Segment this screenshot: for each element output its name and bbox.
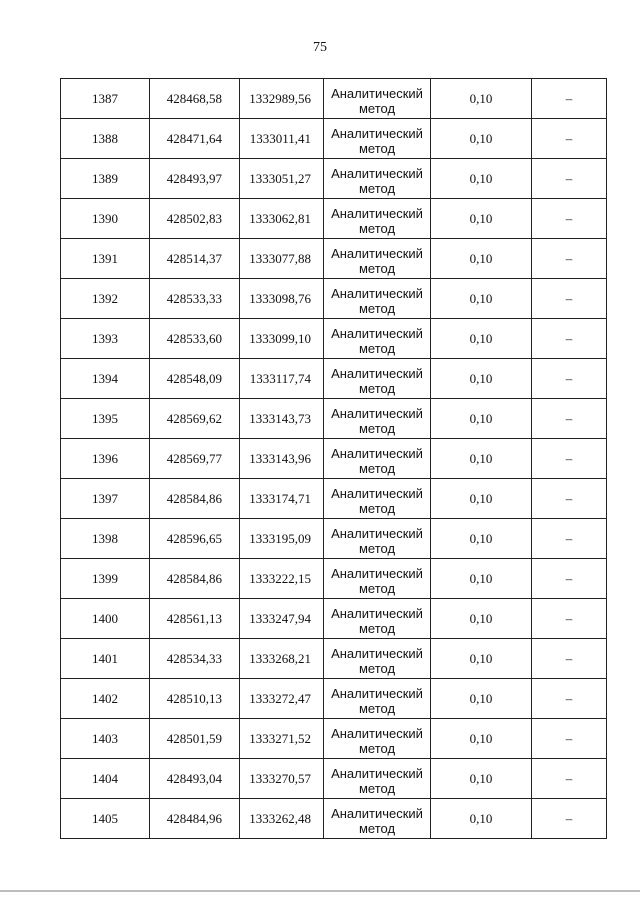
note-cell: – [532, 399, 607, 439]
method-cell [324, 159, 431, 199]
accuracy-cell: 0,10 [431, 239, 532, 279]
method-line-1: Аналитический [331, 245, 423, 261]
note-cell: – [532, 679, 607, 719]
table-row [61, 279, 607, 319]
x-coordinate-cell: 428514,37 [150, 239, 240, 279]
accuracy-cell: 0,10 [431, 359, 532, 399]
method-line-1: Аналитический [331, 485, 423, 501]
method-cell [324, 799, 431, 839]
scan-edge-line [0, 890, 640, 892]
method-line-2: метод [358, 300, 396, 316]
method-cell [324, 679, 431, 719]
method-cell [324, 279, 431, 319]
method-line-2: метод [358, 820, 396, 836]
method-cell [324, 319, 431, 359]
point-number-cell: 1397 [61, 479, 150, 519]
method-cell [324, 399, 431, 439]
method-line-2: метод [358, 140, 396, 156]
x-coordinate-cell: 428502,83 [150, 199, 240, 239]
table-row [61, 639, 607, 679]
table-row [61, 359, 607, 399]
method-cell [324, 439, 431, 479]
method-line-2: метод [358, 460, 396, 476]
accuracy-cell: 0,10 [431, 479, 532, 519]
y-coordinate-cell: 1333272,47 [240, 679, 324, 719]
method-line-2: метод [358, 540, 396, 556]
table-row [61, 159, 607, 199]
note-cell: – [532, 479, 607, 519]
method-line-1: Аналитический [331, 85, 423, 101]
method-cell [324, 559, 431, 599]
table-row [61, 559, 607, 599]
x-coordinate-cell: 428484,96 [150, 799, 240, 839]
point-number-cell: 1405 [61, 799, 150, 839]
table-row [61, 599, 607, 639]
method-line-2: метод [358, 380, 396, 396]
method-line-1: Аналитический [331, 805, 423, 821]
method-line-2: метод [358, 780, 396, 796]
method-cell [324, 519, 431, 559]
point-number-cell: 1387 [61, 79, 150, 119]
coordinates-table [60, 78, 607, 839]
table-row [61, 319, 607, 359]
y-coordinate-cell: 1333011,41 [240, 119, 324, 159]
x-coordinate-cell: 428471,64 [150, 119, 240, 159]
point-number-cell: 1394 [61, 359, 150, 399]
y-coordinate-cell: 1333143,73 [240, 399, 324, 439]
accuracy-cell: 0,10 [431, 679, 532, 719]
point-number-cell: 1404 [61, 759, 150, 799]
method-line-1: Аналитический [331, 605, 423, 621]
method-cell [324, 759, 431, 799]
note-cell: – [532, 239, 607, 279]
note-cell: – [532, 559, 607, 599]
method-line-2: метод [358, 340, 396, 356]
y-coordinate-cell: 1333195,09 [240, 519, 324, 559]
table-row [61, 759, 607, 799]
point-number-cell: 1396 [61, 439, 150, 479]
method-cell [324, 719, 431, 759]
method-line-1: Аналитический [331, 405, 423, 421]
note-cell: – [532, 359, 607, 399]
method-cell [324, 359, 431, 399]
point-number-cell: 1403 [61, 719, 150, 759]
note-cell: – [532, 159, 607, 199]
method-line-2: метод [358, 420, 396, 436]
table-row [61, 199, 607, 239]
y-coordinate-cell: 1333222,15 [240, 559, 324, 599]
method-line-2: метод [358, 100, 396, 116]
note-cell: – [532, 519, 607, 559]
method-line-2: метод [358, 500, 396, 516]
method-line-2: метод [358, 660, 396, 676]
method-line-1: Аналитический [331, 445, 423, 461]
page-number: 75 [313, 40, 327, 55]
accuracy-cell: 0,10 [431, 759, 532, 799]
method-line-2: метод [358, 260, 396, 276]
y-coordinate-cell: 1333262,48 [240, 799, 324, 839]
method-cell [324, 639, 431, 679]
table-row [61, 239, 607, 279]
x-coordinate-cell: 428468,58 [150, 79, 240, 119]
point-number-cell: 1388 [61, 119, 150, 159]
accuracy-cell: 0,10 [431, 119, 532, 159]
x-coordinate-cell: 428584,86 [150, 479, 240, 519]
y-coordinate-cell: 1333099,10 [240, 319, 324, 359]
table-row [61, 479, 607, 519]
point-number-cell: 1395 [61, 399, 150, 439]
accuracy-cell: 0,10 [431, 79, 532, 119]
coordinates-table-body [61, 79, 607, 839]
x-coordinate-cell: 428533,60 [150, 319, 240, 359]
accuracy-cell: 0,10 [431, 319, 532, 359]
table-row [61, 79, 607, 119]
x-coordinate-cell: 428501,59 [150, 719, 240, 759]
method-line-1: Аналитический [331, 365, 423, 381]
point-number-cell: 1402 [61, 679, 150, 719]
method-cell [324, 119, 431, 159]
y-coordinate-cell: 1333077,88 [240, 239, 324, 279]
x-coordinate-cell: 428510,13 [150, 679, 240, 719]
accuracy-cell: 0,10 [431, 159, 532, 199]
x-coordinate-cell: 428534,33 [150, 639, 240, 679]
y-coordinate-cell: 1333247,94 [240, 599, 324, 639]
point-number-cell: 1391 [61, 239, 150, 279]
method-line-1: Аналитический [331, 325, 423, 341]
method-cell [324, 479, 431, 519]
method-cell [324, 79, 431, 119]
accuracy-cell: 0,10 [431, 599, 532, 639]
y-coordinate-cell: 1333062,81 [240, 199, 324, 239]
method-line-1: Аналитический [331, 765, 423, 781]
y-coordinate-cell: 1332989,56 [240, 79, 324, 119]
accuracy-cell: 0,10 [431, 279, 532, 319]
point-number-cell: 1393 [61, 319, 150, 359]
note-cell: – [532, 639, 607, 679]
table-row [61, 719, 607, 759]
table-row [61, 679, 607, 719]
table-row [61, 439, 607, 479]
method-line-2: метод [358, 580, 396, 596]
accuracy-cell: 0,10 [431, 639, 532, 679]
y-coordinate-cell: 1333270,57 [240, 759, 324, 799]
x-coordinate-cell: 428596,65 [150, 519, 240, 559]
method-line-1: Аналитический [331, 725, 423, 741]
method-cell [324, 199, 431, 239]
method-line-1: Аналитический [331, 285, 423, 301]
method-cell [324, 239, 431, 279]
accuracy-cell: 0,10 [431, 719, 532, 759]
point-number-cell: 1400 [61, 599, 150, 639]
accuracy-cell: 0,10 [431, 199, 532, 239]
y-coordinate-cell: 1333174,71 [240, 479, 324, 519]
x-coordinate-cell: 428533,33 [150, 279, 240, 319]
accuracy-cell: 0,10 [431, 519, 532, 559]
note-cell: – [532, 319, 607, 359]
point-number-cell: 1392 [61, 279, 150, 319]
method-line-1: Аналитический [331, 205, 423, 221]
note-cell: – [532, 799, 607, 839]
table-row [61, 519, 607, 559]
note-cell: – [532, 279, 607, 319]
note-cell: – [532, 439, 607, 479]
method-line-1: Аналитический [331, 685, 423, 701]
x-coordinate-cell: 428548,09 [150, 359, 240, 399]
method-line-2: метод [358, 700, 396, 716]
x-coordinate-cell: 428561,13 [150, 599, 240, 639]
method-line-1: Аналитический [331, 645, 423, 661]
x-coordinate-cell: 428493,04 [150, 759, 240, 799]
x-coordinate-cell: 428584,86 [150, 559, 240, 599]
method-line-1: Аналитический [331, 525, 423, 541]
note-cell: – [532, 759, 607, 799]
method-line-1: Аналитический [331, 565, 423, 581]
accuracy-cell: 0,10 [431, 439, 532, 479]
y-coordinate-cell: 1333271,52 [240, 719, 324, 759]
x-coordinate-cell: 428569,62 [150, 399, 240, 439]
point-number-cell: 1401 [61, 639, 150, 679]
table-row [61, 799, 607, 839]
y-coordinate-cell: 1333117,74 [240, 359, 324, 399]
note-cell: – [532, 599, 607, 639]
note-cell: – [532, 79, 607, 119]
point-number-cell: 1390 [61, 199, 150, 239]
x-coordinate-cell: 428569,77 [150, 439, 240, 479]
note-cell: – [532, 199, 607, 239]
method-line-1: Аналитический [331, 165, 423, 181]
x-coordinate-cell: 428493,97 [150, 159, 240, 199]
y-coordinate-cell: 1333143,96 [240, 439, 324, 479]
y-coordinate-cell: 1333098,76 [240, 279, 324, 319]
y-coordinate-cell: 1333051,27 [240, 159, 324, 199]
point-number-cell: 1398 [61, 519, 150, 559]
point-number-cell: 1389 [61, 159, 150, 199]
method-line-2: метод [358, 740, 396, 756]
accuracy-cell: 0,10 [431, 399, 532, 439]
method-line-2: метод [358, 180, 396, 196]
y-coordinate-cell: 1333268,21 [240, 639, 324, 679]
accuracy-cell: 0,10 [431, 799, 532, 839]
table-row [61, 399, 607, 439]
note-cell: – [532, 119, 607, 159]
point-number-cell: 1399 [61, 559, 150, 599]
note-cell: – [532, 719, 607, 759]
method-line-2: метод [358, 220, 396, 236]
method-cell [324, 599, 431, 639]
accuracy-cell: 0,10 [431, 559, 532, 599]
table-row [61, 119, 607, 159]
method-line-1: Аналитический [331, 125, 423, 141]
method-line-2: метод [358, 620, 396, 636]
